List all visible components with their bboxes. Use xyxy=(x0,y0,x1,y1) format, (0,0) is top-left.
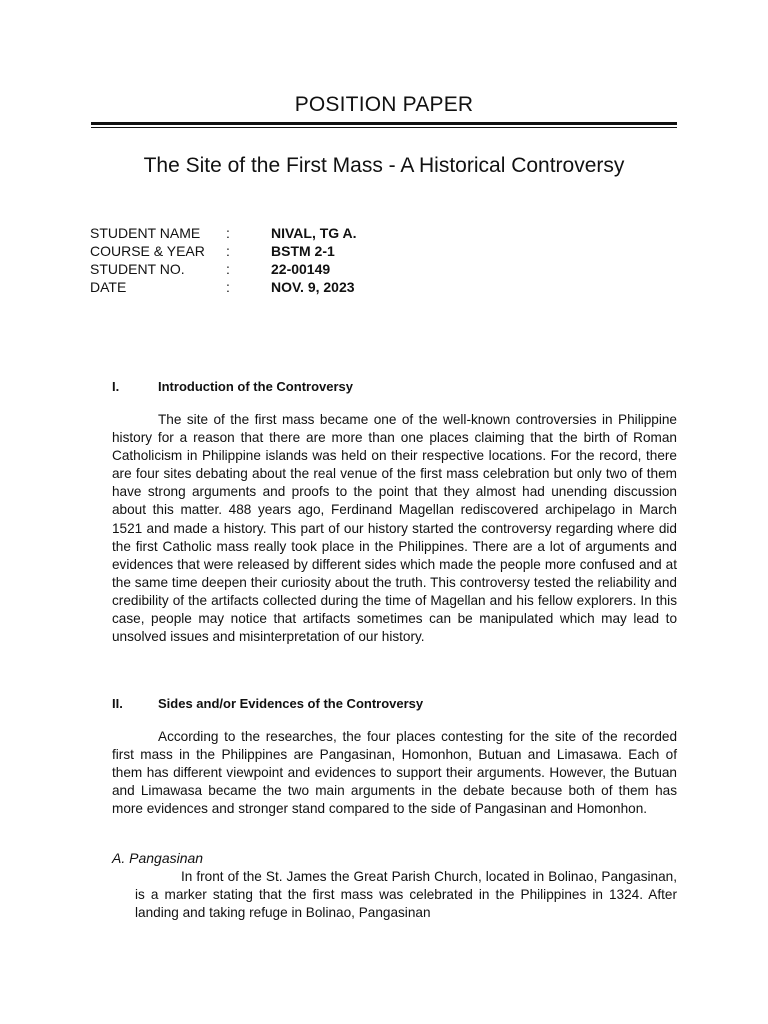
info-value: BSTM 2-1 xyxy=(271,243,335,259)
info-label: STUDENT NAME xyxy=(90,225,201,241)
info-label: COURSE & YEAR xyxy=(90,243,205,259)
title-rule-thin xyxy=(91,127,677,128)
title-rule-thick xyxy=(91,122,677,125)
info-value: 22-00149 xyxy=(271,261,331,277)
info-value: NIVAL, TG A. xyxy=(271,225,357,241)
document-subtitle: The Site of the First Mass - A Historical Controversy xyxy=(143,154,625,177)
info-colon: : xyxy=(226,261,230,277)
pangasinan-paragraph: In front of the St. James the Great Parish Church, located in Bolinao, Pangasinan, is a marker stating that the first mass was celebrated in the Philippines in 1324. After landing and taking refuge in Bolinao, Pangasinan xyxy=(135,869,677,921)
info-value: NOV. 9, 2023 xyxy=(271,279,355,295)
section-number: I. xyxy=(112,379,120,394)
section-title: Introduction of the Controversy xyxy=(158,379,353,394)
info-label: STUDENT NO. xyxy=(90,261,185,277)
info-colon: : xyxy=(226,225,230,241)
subsection-heading-pangasinan: A. Pangasinan xyxy=(112,850,204,866)
info-colon: : xyxy=(226,279,230,295)
introduction-paragraph: The site of the first mass became one of the well-known controversies in Philippine history for a reason that there are more than one places claiming that the birth of Roman Catholicism in Philippine islands was held on their respective locations. For the record, there are four sites debating about the real venue of the first mass celebration but only two of them have strong arguments and proofs to the point that they almost had unending discussion about this matter. 488 years ago, Ferdinand Magellan rediscovered archipelago in March 1521 and made a history. This part of our history started the controversy regarding where did the first Catholic mass really took place in the Philippines. There are a lot of arguments and evidences that were released by different sides which made the people more confused and at the same time deepen their curiosity about the truth. This controversy tested the reliability and credibility of the artifacts collected during the time of Magellan and his fellow explorers. In this case, people may notice that artifacts sometimes can be manipulated which may lead to unsolved issues and misinterpretation of our history. xyxy=(112,412,677,645)
info-label: DATE xyxy=(90,279,127,295)
document-title: POSITION PAPER xyxy=(294,93,474,116)
info-colon: : xyxy=(226,243,230,259)
sides-evidences-paragraph: According to the researches, the four places contesting for the site of the recorded first mass in the Philippines are Pangasinan, Homonhon, Butuan and Limasawa. Each of them has different viewpoint and evidences to support their arguments. However, the Butuan and Limawasa became the two main arguments in the debate because both of them has more evidences and stronger stand compared to the side of Pangasinan and Homonhon. xyxy=(112,729,677,817)
section-title: Sides and/or Evidences of the Controversy xyxy=(158,696,424,711)
section-number: II. xyxy=(112,696,123,711)
